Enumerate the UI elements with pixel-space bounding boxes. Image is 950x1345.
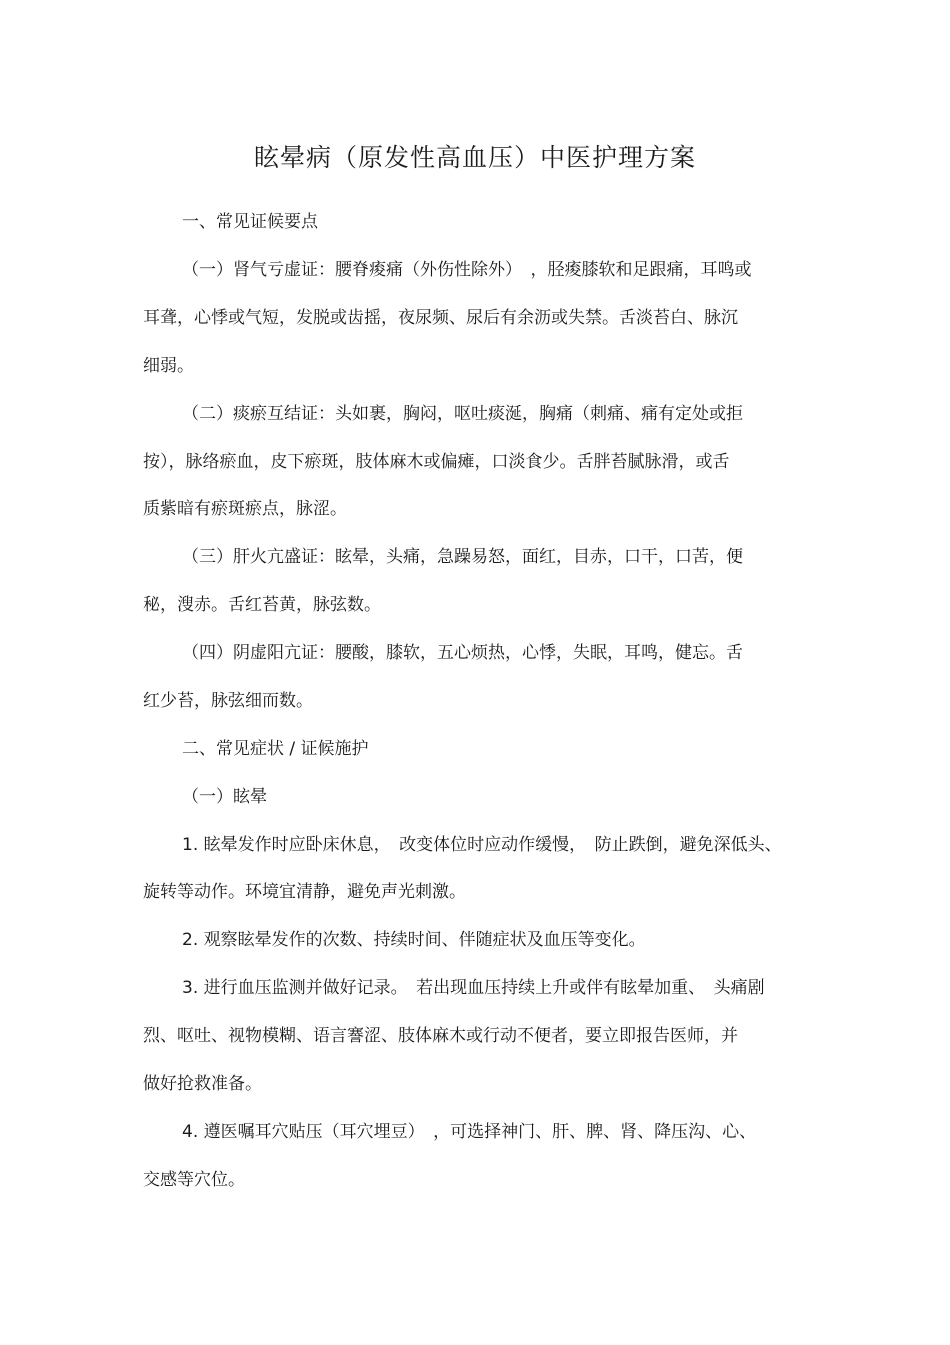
paragraph-line: 4. 遵医嘱耳穴贴压（耳穴埋豆） ，可选择神门、肝、脾、肾、降压沟、心、	[182, 1122, 757, 1142]
paragraph-line: 细弱。	[143, 356, 194, 376]
paragraph-line: 按），脉络瘀血，皮下瘀斑，肢体麻木或偏瘫，口淡食少。舌胖苔腻脉滑，或舌	[143, 452, 730, 472]
paragraph-line: 旋转等动作。环境宜清静，避免声光刺激。	[143, 882, 466, 902]
paragraph-line: 做好抢救准备。	[143, 1074, 262, 1094]
section-heading-2: 二、常见症状 / 证候施护	[182, 739, 369, 759]
paragraph-line: 红少苔，脉弦细而数。	[143, 691, 313, 711]
paragraph-line: （二）痰瘀互结证：头如裹，胸闷，呕吐痰涎，胸痛（刺痛、痛有定处或拒	[182, 404, 743, 424]
paragraph-line: 质紫暗有瘀斑瘀点，脉涩。	[143, 499, 347, 519]
paragraph-line: 2. 观察眩晕发作的次数、持续时间、伴随症状及血压等变化。	[182, 930, 646, 950]
subsection-heading: （一）眩晕	[182, 787, 267, 807]
paragraph-line: 3. 进行血压监测并做好记录。 若出现血压持续上升或伴有眩晕加重、 头痛剧	[182, 978, 765, 998]
paragraph-line: 耳聋，心悸或气短，发脱或齿摇，夜尿频、尿后有余沥或失禁。舌淡苔白、脉沉	[143, 308, 738, 328]
paragraph-line: 烈、呕吐、视物模糊、语言謇涩、肢体麻木或行动不便者，要立即报告医师，并	[143, 1026, 738, 1046]
paragraph-line: （一）肾气亏虚证：腰脊痠痛（外伤性除外） ，胫痠膝软和足跟痛，耳鸣或	[182, 260, 752, 280]
paragraph-line: 1. 眩晕发作时应卧床休息， 改变体位时应动作缓慢， 防止跌倒，避免深低头、	[182, 835, 782, 855]
paragraph-line: 秘，溲赤。舌红苔黄，脉弦数。	[143, 595, 381, 615]
paragraph-line: （三）肝火亢盛证：眩晕，头痛，急躁易怒，面红，目赤，口干，口苦，便	[182, 547, 743, 567]
document-title: 眩晕病（原发性高血压）中医护理方案	[253, 143, 696, 172]
section-heading-1: 一、常见证候要点	[182, 212, 318, 232]
paragraph-line: （四）阴虚阳亢证：腰酸，膝软，五心烦热，心悸，失眠，耳鸣，健忘。舌	[182, 643, 743, 663]
paragraph-line: 交感等穴位。	[143, 1170, 245, 1190]
